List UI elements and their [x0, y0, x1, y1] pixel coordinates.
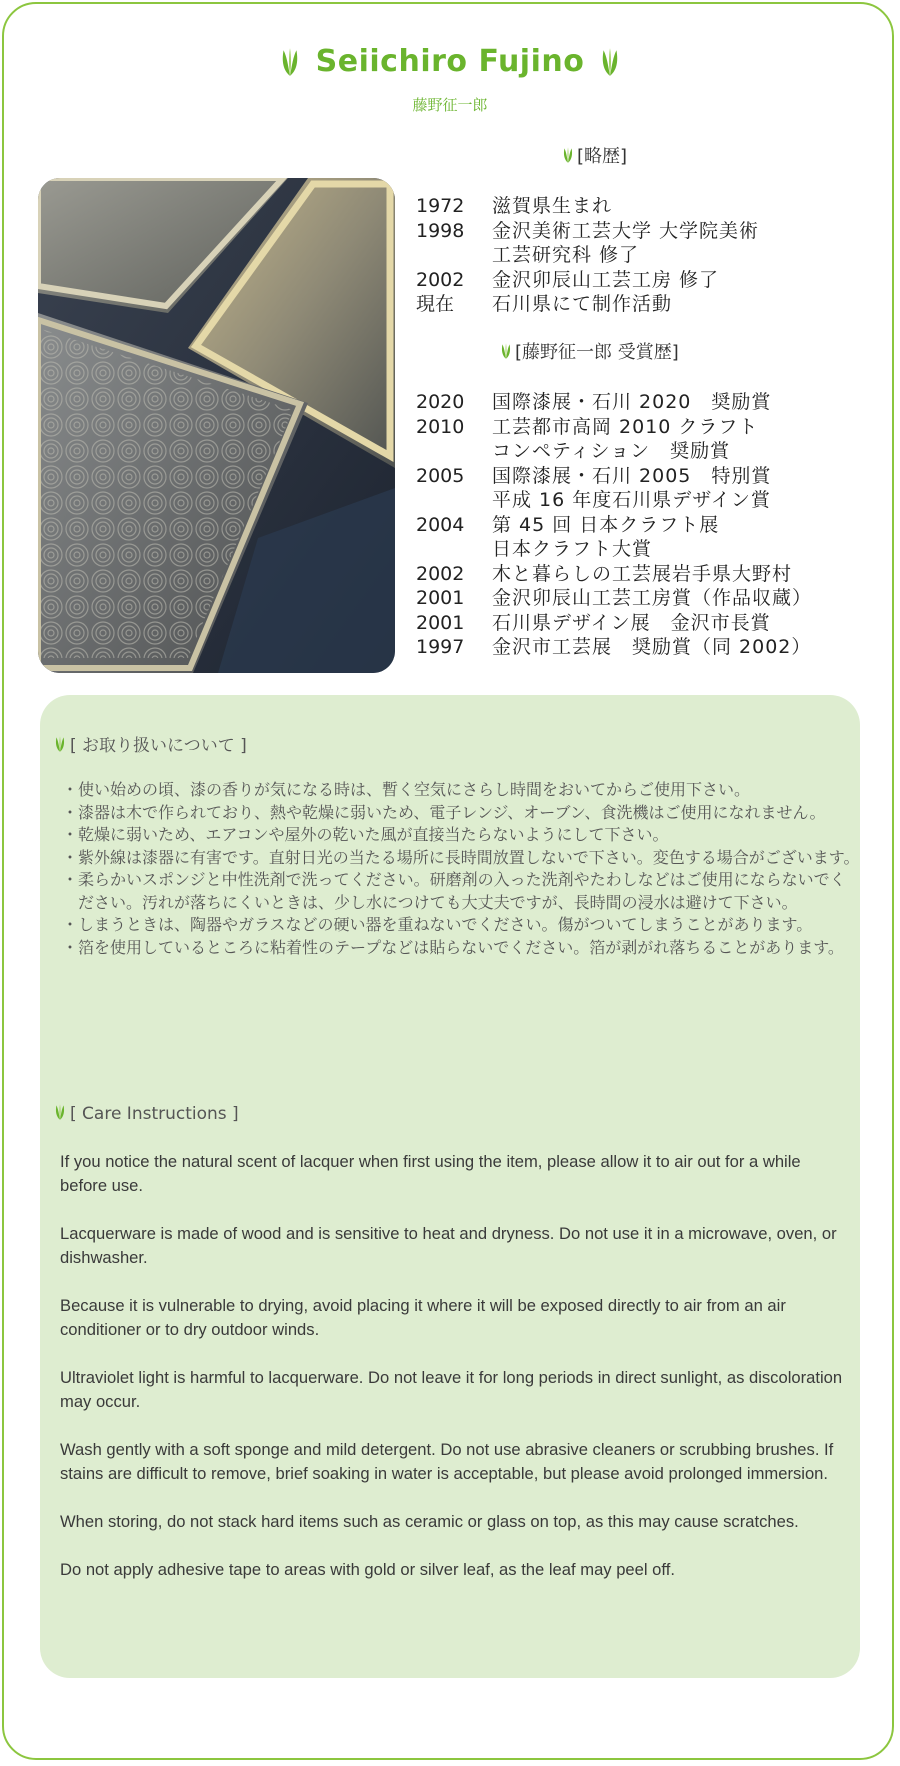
care-jp-item — [60, 824, 860, 847]
care-jp-item-text: 柔らかいスポンジと中性洗剤で洗ってください。研磨剤の入った洗剤やたわしなどはご使用にならないでください。汚れが落ちにくいときは、少し水につけても大丈夫ですが、長時間の浸水は避けて下さい。 — [78, 870, 846, 912]
awards-text: 国際漆展・石川 2005 特別賞 — [492, 464, 772, 487]
bio-text: 工芸研究科 修了 — [492, 244, 640, 266]
care-jp-item — [60, 802, 860, 825]
leaf-icon — [279, 47, 301, 77]
care-jp-item — [60, 779, 860, 802]
awards-text: 工芸都市高岡 2010 クラフト — [492, 415, 759, 438]
bio-heading — [562, 142, 627, 168]
awards-row — [416, 635, 812, 660]
leaf-icon — [500, 342, 512, 360]
bio-row — [416, 268, 759, 293]
awards-text: 金沢市工芸展 奨励賞（同 2002） — [492, 636, 812, 658]
bio-year: 1972 — [416, 195, 465, 217]
awards-year: 2001 — [416, 587, 465, 609]
awards-row — [416, 488, 812, 513]
care-en-item: Ultraviolet light is harmful to lacquerware. Do not leave it for long periods in direct sunlight, as discoloration may occur. — [60, 1368, 843, 1411]
care-jp-item — [60, 847, 860, 870]
awards-list — [416, 390, 812, 660]
awards-text: 金沢卯辰山工芸工房賞（作品収蔵） — [492, 587, 813, 609]
bio-row — [416, 219, 759, 244]
awards-year: 2002 — [416, 562, 465, 585]
leaf-icon — [54, 1102, 66, 1122]
awards-year — [416, 537, 492, 562]
awards-year — [416, 439, 492, 464]
bullet-icon: ・ — [62, 825, 79, 844]
awards-text: 国際漆展・石川 2020 奨励賞 — [492, 391, 772, 413]
awards-year: 2010 — [416, 415, 465, 438]
awards-row — [416, 586, 812, 611]
awards-text: 石川県デザイン展 金沢市長賞 — [492, 611, 771, 634]
awards-text: コンペティション 奨励賞 — [492, 440, 731, 462]
care-jp-item-text: 漆器は木で作られており、熱や乾燥に弱いため、電子レンジ、オーブン、食洗機はご使用になれません。 — [78, 802, 826, 822]
awards-text: 第 45 回 日本クラフト展 — [492, 513, 720, 536]
awards-year — [416, 488, 492, 513]
bio-text: 滋賀県生まれ — [492, 195, 613, 217]
awards-heading — [500, 338, 679, 364]
care-jp-item-text: 使い始めの頃、漆の香りが気になる時は、暫く空気にさらし時間をおいてからご使用下さい。 — [78, 780, 751, 799]
bio-row — [416, 243, 759, 268]
bio-year: 2002 — [416, 268, 465, 291]
care-en-heading-text: [ Care Instructions ] — [70, 1104, 239, 1124]
lacquer-plates-photo — [38, 178, 395, 673]
bio-row — [416, 292, 759, 317]
awards-row — [416, 611, 812, 636]
care-jp-item — [60, 914, 860, 937]
care-jp-heading-text: [ お取り扱いについて ] — [70, 736, 247, 756]
artist-name: Seiichiro Fujino — [315, 44, 585, 79]
care-jp-item — [60, 869, 860, 914]
care-en-item: Do not apply adhesive tape to areas with gold or silver leaf, as the leaf may peel off. — [60, 1560, 675, 1579]
bio-year: 現在 — [416, 293, 455, 315]
awards-row — [416, 537, 812, 562]
awards-year: 2004 — [416, 513, 465, 536]
awards-year: 1997 — [416, 636, 465, 658]
awards-text: 平成 16 年度石川県デザイン賞 — [492, 489, 771, 511]
bullet-icon: ・ — [62, 847, 79, 867]
awards-year: 2001 — [416, 611, 465, 634]
care-en-item: Because it is vulnerable to drying, avoid placing it where it will be exposed directly to air from an air conditioner or to dry outdoor winds. — [60, 1296, 786, 1339]
bio-year: 1998 — [416, 219, 465, 242]
awards-row — [416, 439, 812, 464]
awards-text: 木と暮らしの工芸展岩手県大野村 — [492, 562, 793, 585]
awards-row — [416, 513, 812, 538]
leaf-icon — [54, 734, 66, 754]
bio-text: 金沢卯辰山工芸工房 修了 — [492, 268, 720, 291]
header — [0, 44, 900, 79]
care-en-item: Lacquerware is made of wood and is sensitive to heat and dryness. Do not use it in a microwave, oven, or dishwasher. — [60, 1224, 837, 1267]
bullet-icon: ・ — [62, 915, 79, 934]
care-jp-item-text: 乾燥に弱いため、エアコンや屋外の乾いた風が直接当たらないようにして下さい。 — [78, 825, 669, 844]
bio-row — [416, 194, 759, 219]
awards-row — [416, 464, 812, 489]
bio-list — [416, 194, 759, 317]
artist-name-japanese: 藤野征一郎 — [412, 96, 488, 114]
bio-heading-text: [略歴] — [577, 146, 628, 167]
care-en-list — [60, 1150, 850, 1606]
leaf-icon — [599, 47, 621, 77]
awards-year: 2005 — [416, 464, 465, 487]
care-en-item: If you notice the natural scent of lacquer when first using the item, please allow it to air out for a while before use. — [60, 1152, 801, 1195]
care-en-item: Wash gently with a soft sponge and mild detergent. Do not use abrasive cleaners or scrubbing brushes. If stains are difficult to remove, brief soaking in water is acceptable, but please avoid prolonged immersion. — [60, 1440, 834, 1483]
bio-text: 石川県にて制作活動 — [492, 293, 673, 315]
bullet-icon: ・ — [62, 870, 79, 889]
care-panel — [40, 695, 860, 1678]
care-en-item: When storing, do not stack hard items such as ceramic or glass on top, as this may cause scratches. — [60, 1512, 799, 1531]
bullet-icon: ・ — [62, 937, 79, 957]
awards-row — [416, 415, 812, 440]
care-jp-item-text: 箔を使用しているところに粘着性のテープなどは貼らないでください。箔が剥がれ落ちることがあります。 — [78, 937, 844, 957]
leaf-icon — [562, 146, 574, 164]
bio-year — [416, 243, 492, 268]
care-jp-heading — [54, 731, 247, 756]
awards-heading-text: [藤野征一郎 受賞歴] — [515, 342, 679, 363]
awards-year: 2020 — [416, 391, 465, 413]
bullet-icon: ・ — [62, 780, 79, 799]
awards-row — [416, 562, 812, 587]
awards-text: 日本クラフト大賞 — [492, 538, 653, 560]
care-jp-list — [60, 779, 860, 959]
awards-row — [416, 390, 812, 415]
care-jp-item-text: 紫外線は漆器に有害です。直射日光の当たる場所に長時間放置しないで下さい。変色する場合がございます。 — [78, 847, 860, 867]
care-en-heading — [54, 1102, 239, 1124]
bullet-icon: ・ — [62, 802, 79, 822]
care-jp-item — [60, 937, 860, 960]
care-jp-item-text: しまうときは、陶器やガラスなどの硬い器を重ねないでください。傷がついてしまうことがあります。 — [78, 915, 813, 934]
bio-text: 金沢美術工芸大学 大学院美術 — [492, 219, 760, 242]
